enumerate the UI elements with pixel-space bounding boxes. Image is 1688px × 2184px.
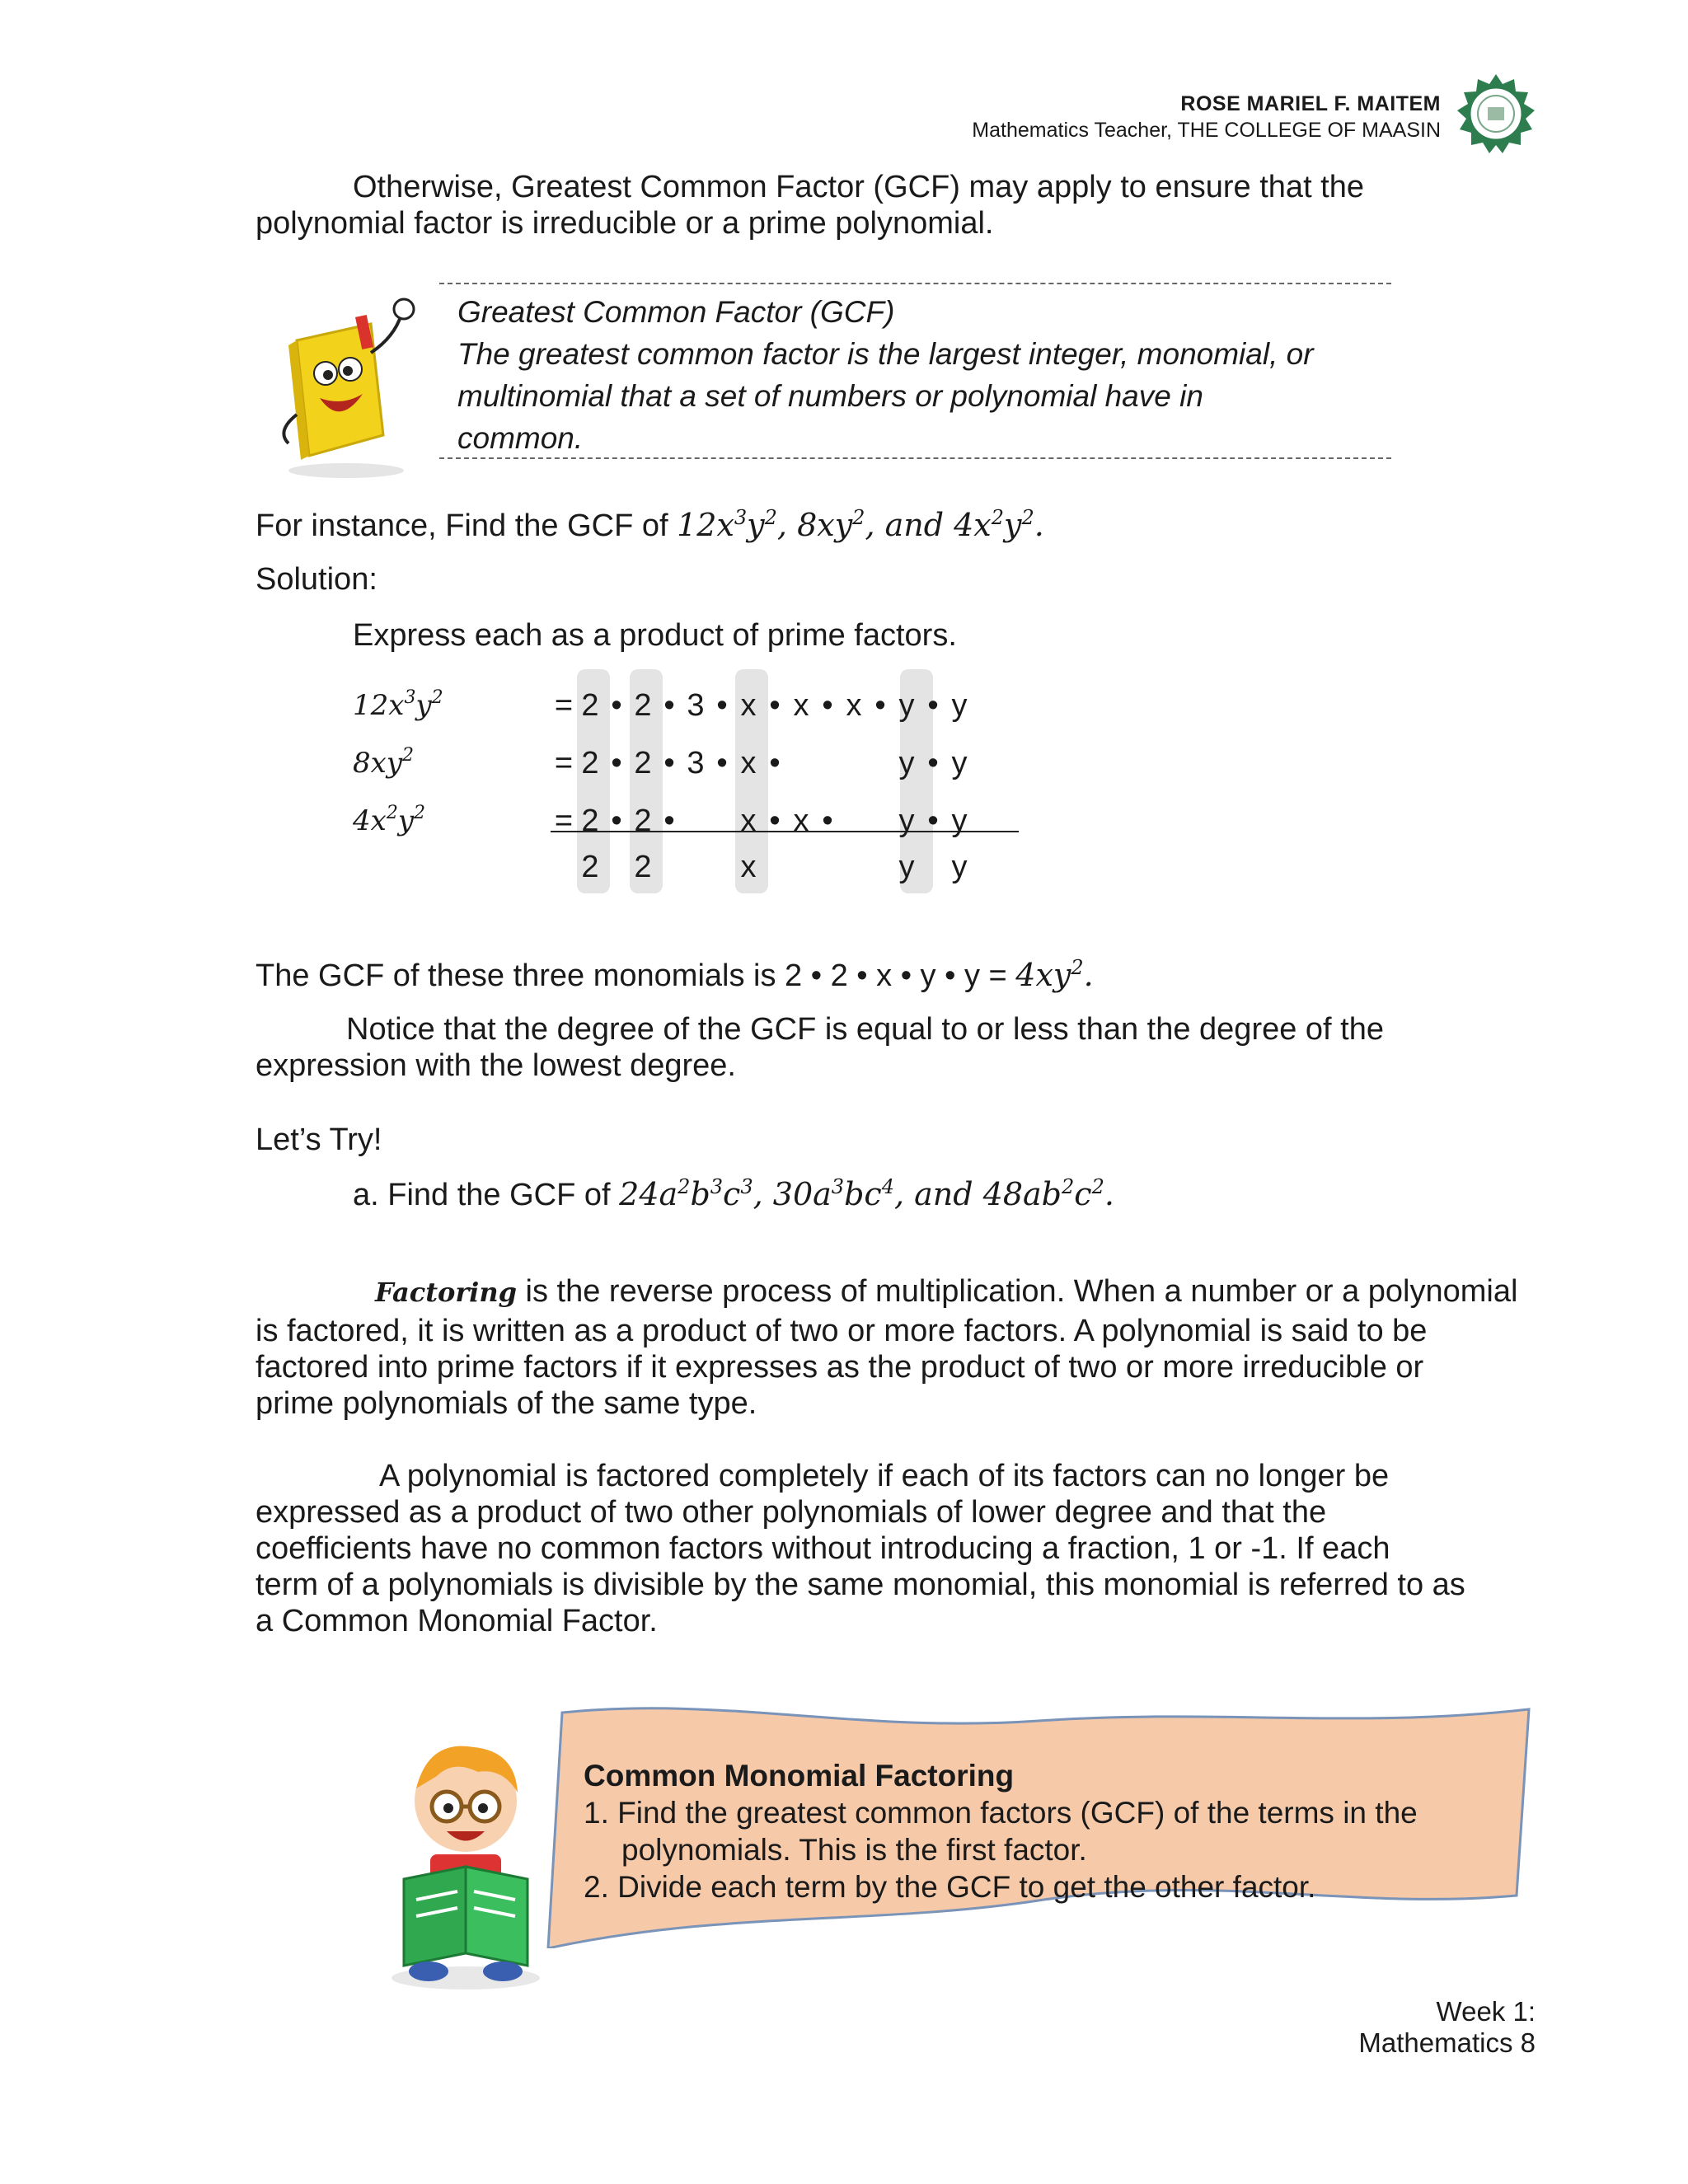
callout-step-1: 1. Find the greatest common factors (GCF) of the terms in the xyxy=(584,1796,1418,1830)
complete-line-4: term of a polynomials is divisible by the same monomial, this monomial is referred to as xyxy=(256,1568,1465,1602)
factor-cell: x xyxy=(740,746,757,780)
factor-cell: y xyxy=(898,804,915,838)
factor-cell: • xyxy=(769,746,781,780)
factor-cell: = xyxy=(554,804,574,838)
factor-cell: • xyxy=(822,804,833,838)
factor-row-expression: $8xy^2$ xyxy=(353,745,415,780)
callout-content xyxy=(584,1757,1515,1905)
lets-try-label: Let’s Try! xyxy=(256,1122,382,1157)
factor-cell: • xyxy=(874,688,886,723)
factor-row-expression: $4x^2y^2$ xyxy=(353,803,426,837)
factoring-line-4: prime polynomials of the same type. xyxy=(256,1386,757,1421)
factor-cell: • xyxy=(822,688,833,723)
factor-cell: • xyxy=(927,804,939,838)
factor-cell: 2 xyxy=(581,804,599,838)
factor-cell: • xyxy=(611,804,622,838)
common-factor-cell: y xyxy=(951,850,968,884)
example-line xyxy=(256,506,1044,545)
factor-cell: y xyxy=(898,746,915,780)
factor-cell: 3 xyxy=(687,746,705,780)
solution-label: Solution: xyxy=(256,562,377,597)
common-factor-cell: 2 xyxy=(634,850,652,884)
factor-cell: y xyxy=(898,688,915,723)
definition-line-3: common. xyxy=(457,421,584,455)
factor-cell: • xyxy=(611,688,622,723)
factor-cell: 2 xyxy=(634,746,652,780)
lets-try-expressions: $24a^2b^3c^3$, $30a^3bc^4$, and $48ab^2c^2$. xyxy=(619,1175,1114,1212)
gcf-result-value: $4xy^2$. xyxy=(1015,956,1094,993)
definition-title: Greatest Common Factor (GCF) xyxy=(457,295,895,329)
factor-cell: 2 xyxy=(581,746,599,780)
complete-line-3: coefficients have no common factors without introducing a fraction, 1 or -1. If each xyxy=(256,1531,1390,1566)
solution-step: Express each as a product of prime factors. xyxy=(353,618,957,653)
factoring-line-1-text: is the reverse process of multiplication. When a number or a polynomial xyxy=(516,1274,1518,1309)
lets-try-item-a xyxy=(353,1175,1114,1214)
factor-cell: • xyxy=(611,746,622,780)
complete-line-2: expressed as a product of two other polynomials of lower degree and that the xyxy=(256,1495,1327,1530)
factor-cell: • xyxy=(663,688,675,723)
author-name: ROSE MARIEL F. MAITEM xyxy=(1180,92,1441,115)
factor-cell: x xyxy=(846,688,862,723)
factor-cell: • xyxy=(769,804,781,838)
factoring-line-3: factored into prime factors if it expresses as the product of two or more irreducible or xyxy=(256,1350,1424,1385)
gcf-definition-box xyxy=(439,283,1391,459)
factor-cell: y xyxy=(951,688,968,723)
example-prefix: For instance, Find the GCF of xyxy=(256,509,678,543)
callout-step-1-cont: polynomials. This is the first factor. xyxy=(621,1833,1087,1867)
intro-line-2: polynomial factor is irreducible or a prime polynomial. xyxy=(256,206,994,241)
reading-boy-icon xyxy=(379,1731,552,1994)
gcf-result-prefix: The GCF of these three monomials is 2 • 2 • x • y • y = xyxy=(256,958,1016,993)
factor-cell: = xyxy=(554,746,574,780)
factor-cell: 2 xyxy=(634,804,652,838)
factor-cell: • xyxy=(769,688,781,723)
factor-cell: • xyxy=(927,688,939,723)
intro-line-1: Otherwise, Greatest Common Factor (GCF) may apply to ensure that the xyxy=(353,170,1365,204)
college-seal-icon xyxy=(1455,73,1537,155)
callout-title: Common Monomial Factoring xyxy=(584,1759,1015,1793)
factor-row xyxy=(353,681,1029,730)
common-factor-cell: y xyxy=(898,850,915,884)
notice-line-1: Notice that the degree of the GCF is equal to or less than the degree of the xyxy=(346,1012,1384,1047)
factor-cell: • xyxy=(927,746,939,780)
page-footer xyxy=(1358,1996,1536,2059)
footer-week: Week 1: xyxy=(1436,1996,1536,2027)
complete-line-1: A polynomial is factored completely if each of its factors can no longer be xyxy=(379,1459,1390,1493)
factor-cell: 2 xyxy=(581,688,599,723)
factor-cell: x xyxy=(793,804,809,838)
factor-row xyxy=(353,738,1029,788)
factoring-word: Factoring xyxy=(375,1277,517,1308)
author-role: Mathematics Teacher, THE COLLEGE OF MAASIN xyxy=(972,119,1441,142)
factor-cell: • xyxy=(663,746,675,780)
factor-cell: • xyxy=(663,804,675,838)
common-factor-row xyxy=(353,842,1029,892)
example-expressions: $12x^3y^2$, $8xy^2$, and $4x^2y^2$. xyxy=(677,506,1044,543)
common-factor-cell: x xyxy=(740,850,757,884)
callout-step-2: 2. Divide each term by the GCF to get the other factor. xyxy=(584,1870,1316,1904)
definition-line-1: The greatest common factor is the largest integer, monomial, or xyxy=(457,337,1314,371)
book-mascot-icon xyxy=(272,291,429,480)
factor-cell: y xyxy=(951,746,968,780)
factor-row-expression: $12x^3y^2$ xyxy=(353,687,443,722)
factor-cell: = xyxy=(554,688,574,723)
prime-factor-table xyxy=(353,669,1029,900)
lets-try-prefix: a. Find the GCF of xyxy=(353,1178,620,1212)
common-factor-cell: 2 xyxy=(581,850,599,884)
factor-cell: x xyxy=(740,688,757,723)
factor-cell: • xyxy=(716,688,728,723)
complete-line-5: a Common Monomial Factor. xyxy=(256,1604,658,1638)
footer-subject: Mathematics 8 xyxy=(1358,2027,1536,2058)
factor-row xyxy=(353,796,1029,846)
factor-cell: 3 xyxy=(687,688,705,723)
factoring-line-1 xyxy=(375,1272,1517,1311)
notice-line-2: expression with the lowest degree. xyxy=(256,1048,736,1083)
factor-cell: 2 xyxy=(634,688,652,723)
factor-cell: y xyxy=(951,804,968,838)
factoring-line-2: is factored, it is written as a product of two or more factors. A polynomial is said to be xyxy=(256,1314,1428,1348)
factor-cell: x xyxy=(793,688,809,723)
gcf-result xyxy=(256,956,1094,995)
factor-cell: x xyxy=(740,804,757,838)
factor-cell: • xyxy=(716,746,728,780)
definition-line-2: multinomial that a set of numbers or polynomial have in xyxy=(457,379,1203,413)
